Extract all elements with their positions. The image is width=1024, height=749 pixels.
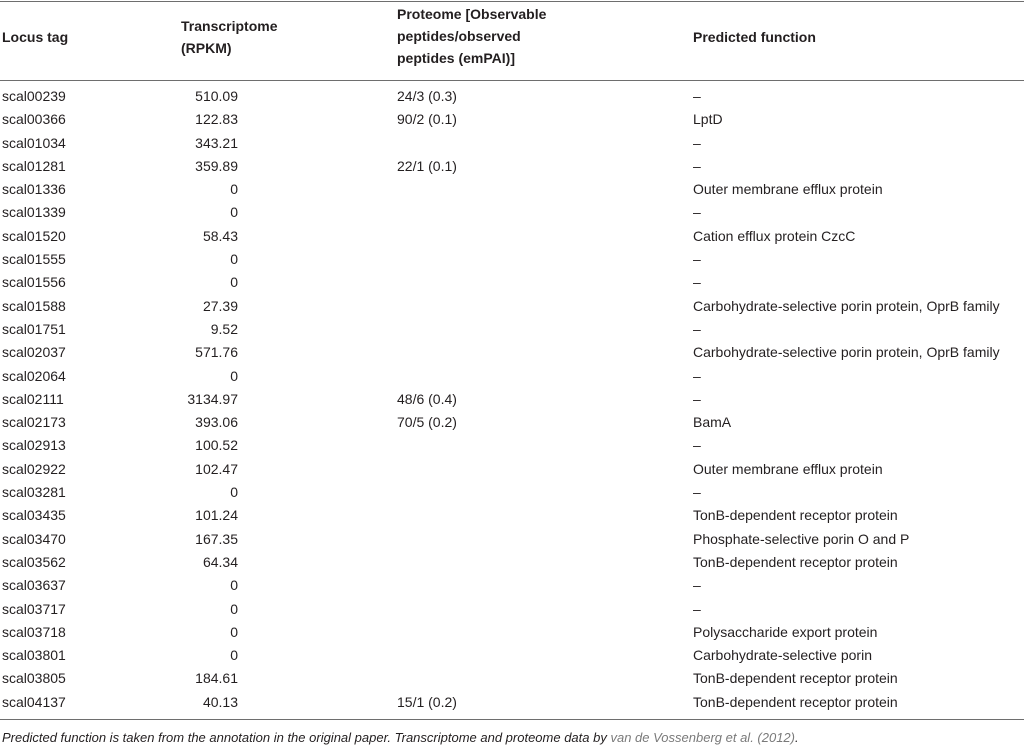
cell-proteome: 24/3 (0.3) <box>397 88 457 104</box>
cell-locus-tag: scal03562 <box>2 553 66 570</box>
cell-predicted-function: Cation efflux protein CzcC <box>693 227 856 244</box>
table-footnote <box>2 730 799 745</box>
footnote-reference-link[interactable]: van de Vossenberg et al. (2012) <box>610 730 795 745</box>
cell-locus-tag: scal03435 <box>2 507 66 524</box>
cell-transcriptome: 40.13 <box>202 693 238 710</box>
cell-transcriptome: 0 <box>230 484 238 501</box>
cell-locus-tag: scal01520 <box>2 227 66 244</box>
cell-predicted-function: – <box>693 600 701 617</box>
cell-locus-tag: scal01588 <box>2 297 66 314</box>
cell-transcriptome: 0 <box>230 600 238 617</box>
table-row <box>0 132 1024 155</box>
table-row <box>0 644 1024 667</box>
table-row <box>0 434 1024 457</box>
table-row <box>0 85 1024 108</box>
cell-predicted-function: Carbohydrate-selective porin <box>693 647 872 664</box>
table-row <box>0 621 1024 644</box>
cell-transcriptome: 64.34 <box>202 553 238 570</box>
cell-locus-tag: scal02922 <box>2 460 66 477</box>
cell-locus-tag: scal00239 <box>2 88 66 104</box>
cell-transcriptome: 343.21 <box>195 134 238 151</box>
cell-proteome: 22/1 (0.1) <box>397 157 457 174</box>
table-row <box>0 411 1024 434</box>
cell-locus-tag: scal02913 <box>2 437 66 454</box>
cell-predicted-function: – <box>693 134 701 151</box>
table-top-rule <box>0 1 1024 2</box>
cell-predicted-function: – <box>693 577 701 594</box>
cell-transcriptome: 571.76 <box>195 344 238 361</box>
cell-transcriptome: 0 <box>230 623 238 640</box>
table-row <box>0 388 1024 411</box>
cell-locus-tag: scal00366 <box>2 111 66 128</box>
cell-predicted-function: – <box>693 251 701 268</box>
cell-locus-tag: scal04137 <box>2 693 66 710</box>
cell-transcriptome: 510.09 <box>195 88 238 104</box>
cell-transcriptome: 0 <box>230 181 238 198</box>
header-rule <box>0 80 1024 81</box>
table-row <box>0 574 1024 597</box>
table-row <box>0 691 1024 714</box>
cell-locus-tag: scal03637 <box>2 577 66 594</box>
table-row <box>0 271 1024 294</box>
cell-locus-tag: scal02037 <box>2 344 66 361</box>
cell-locus-tag: scal03805 <box>2 670 66 687</box>
table-row <box>0 458 1024 481</box>
cell-transcriptome: 3134.97 <box>187 390 238 407</box>
cell-locus-tag: scal03801 <box>2 647 66 664</box>
cell-transcriptome: 27.39 <box>202 297 238 314</box>
table-row <box>0 155 1024 178</box>
cell-transcriptome: 102.47 <box>195 460 238 477</box>
cell-transcriptome: 0 <box>230 251 238 268</box>
table-row <box>0 178 1024 201</box>
cell-locus-tag: scal02064 <box>2 367 66 384</box>
table-row <box>0 318 1024 341</box>
cell-transcriptome: 122.83 <box>195 111 238 128</box>
cell-predicted-function: Outer membrane efflux protein <box>693 181 883 198</box>
cell-predicted-function: TonB-dependent receptor protein <box>693 507 898 524</box>
cell-predicted-function: TonB-dependent receptor protein <box>693 693 898 710</box>
cell-locus-tag: scal03718 <box>2 623 66 640</box>
cell-locus-tag: scal02111 <box>2 390 64 407</box>
cell-transcriptome: 58.43 <box>202 227 238 244</box>
cell-locus-tag: scal03717 <box>2 600 66 617</box>
table-row <box>0 108 1024 131</box>
cell-predicted-function: LptD <box>693 111 723 128</box>
cell-transcriptome: 0 <box>230 647 238 664</box>
cell-transcriptome: 0 <box>230 367 238 384</box>
header-proteome-line2: peptides/observed <box>397 28 521 44</box>
header-transcriptome <box>181 15 277 59</box>
cell-predicted-function: – <box>693 320 701 337</box>
cell-locus-tag: scal01751 <box>2 320 66 337</box>
table-row <box>0 365 1024 388</box>
cell-predicted-function: Polysaccharide export protein <box>693 623 878 640</box>
cell-predicted-function: Phosphate-selective porin O and P <box>693 530 910 547</box>
table-row <box>0 225 1024 248</box>
table-row <box>0 248 1024 271</box>
cell-proteome: 48/6 (0.4) <box>397 390 457 407</box>
cell-predicted-function: – <box>693 484 701 501</box>
cell-proteome: 70/5 (0.2) <box>397 414 457 431</box>
table-row <box>0 667 1024 690</box>
cell-transcriptome: 101.24 <box>195 507 238 524</box>
cell-locus-tag: scal01339 <box>2 204 66 221</box>
cell-locus-tag: scal03470 <box>2 530 66 547</box>
cell-transcriptome: 0 <box>230 204 238 221</box>
cell-transcriptome: 393.06 <box>195 414 238 431</box>
cell-locus-tag: scal01281 <box>2 157 66 174</box>
cell-locus-tag: scal01034 <box>2 134 66 151</box>
cell-predicted-function: – <box>693 367 701 384</box>
header-locus-tag: Locus tag <box>2 29 69 45</box>
header-proteome <box>397 3 546 69</box>
cell-predicted-function: BamA <box>693 414 732 431</box>
header-transcriptome-line2: (RPKM) <box>181 40 232 56</box>
cell-predicted-function: Carbohydrate-selective porin protein, OprB family <box>693 344 1000 361</box>
footnote-text: Predicted function is taken from the annotation in the original paper. Transcriptome and proteome data by <box>2 730 611 745</box>
cell-proteome: 90/2 (0.1) <box>397 111 457 128</box>
table-row <box>0 201 1024 224</box>
cell-proteome: 15/1 (0.2) <box>397 693 457 710</box>
cell-predicted-function: – <box>693 437 701 454</box>
cell-locus-tag: scal01555 <box>2 251 66 268</box>
table-row <box>0 598 1024 621</box>
cell-predicted-function: TonB-dependent receptor protein <box>693 553 898 570</box>
cell-transcriptome: 167.35 <box>195 530 238 547</box>
table-bottom-rule <box>0 719 1024 720</box>
cell-transcriptome: 0 <box>230 274 238 291</box>
header-transcriptome-line1: Transcriptome <box>181 18 278 34</box>
cell-locus-tag: scal02173 <box>2 414 66 431</box>
header-proteome-line1: Proteome [Observable <box>397 6 547 22</box>
cell-transcriptome: 9.52 <box>210 320 238 337</box>
table-body <box>0 85 1024 714</box>
cell-predicted-function: – <box>693 88 701 104</box>
cell-locus-tag: scal03281 <box>2 484 66 501</box>
table-row <box>0 551 1024 574</box>
cell-predicted-function: – <box>693 390 701 407</box>
cell-transcriptome: 359.89 <box>195 157 238 174</box>
cell-predicted-function: Outer membrane efflux protein <box>693 460 883 477</box>
table-row <box>0 341 1024 364</box>
table-row <box>0 504 1024 527</box>
cell-locus-tag: scal01336 <box>2 181 66 198</box>
cell-predicted-function: – <box>693 157 701 174</box>
table-row <box>0 481 1024 504</box>
header-predicted-function: Predicted function <box>693 29 816 45</box>
cell-predicted-function: TonB-dependent receptor protein <box>693 670 898 687</box>
cell-transcriptome: 184.61 <box>195 670 238 687</box>
footnote-end: . <box>795 730 799 745</box>
cell-predicted-function: – <box>693 274 701 291</box>
header-proteome-line3: peptides (emPAI)] <box>397 50 515 66</box>
cell-transcriptome: 100.52 <box>195 437 238 454</box>
cell-predicted-function: – <box>693 204 701 221</box>
cell-locus-tag: scal01556 <box>2 274 66 291</box>
cell-transcriptome: 0 <box>230 577 238 594</box>
table-row <box>0 528 1024 551</box>
table-row <box>0 295 1024 318</box>
cell-predicted-function: Carbohydrate-selective porin protein, OprB family <box>693 297 1000 314</box>
